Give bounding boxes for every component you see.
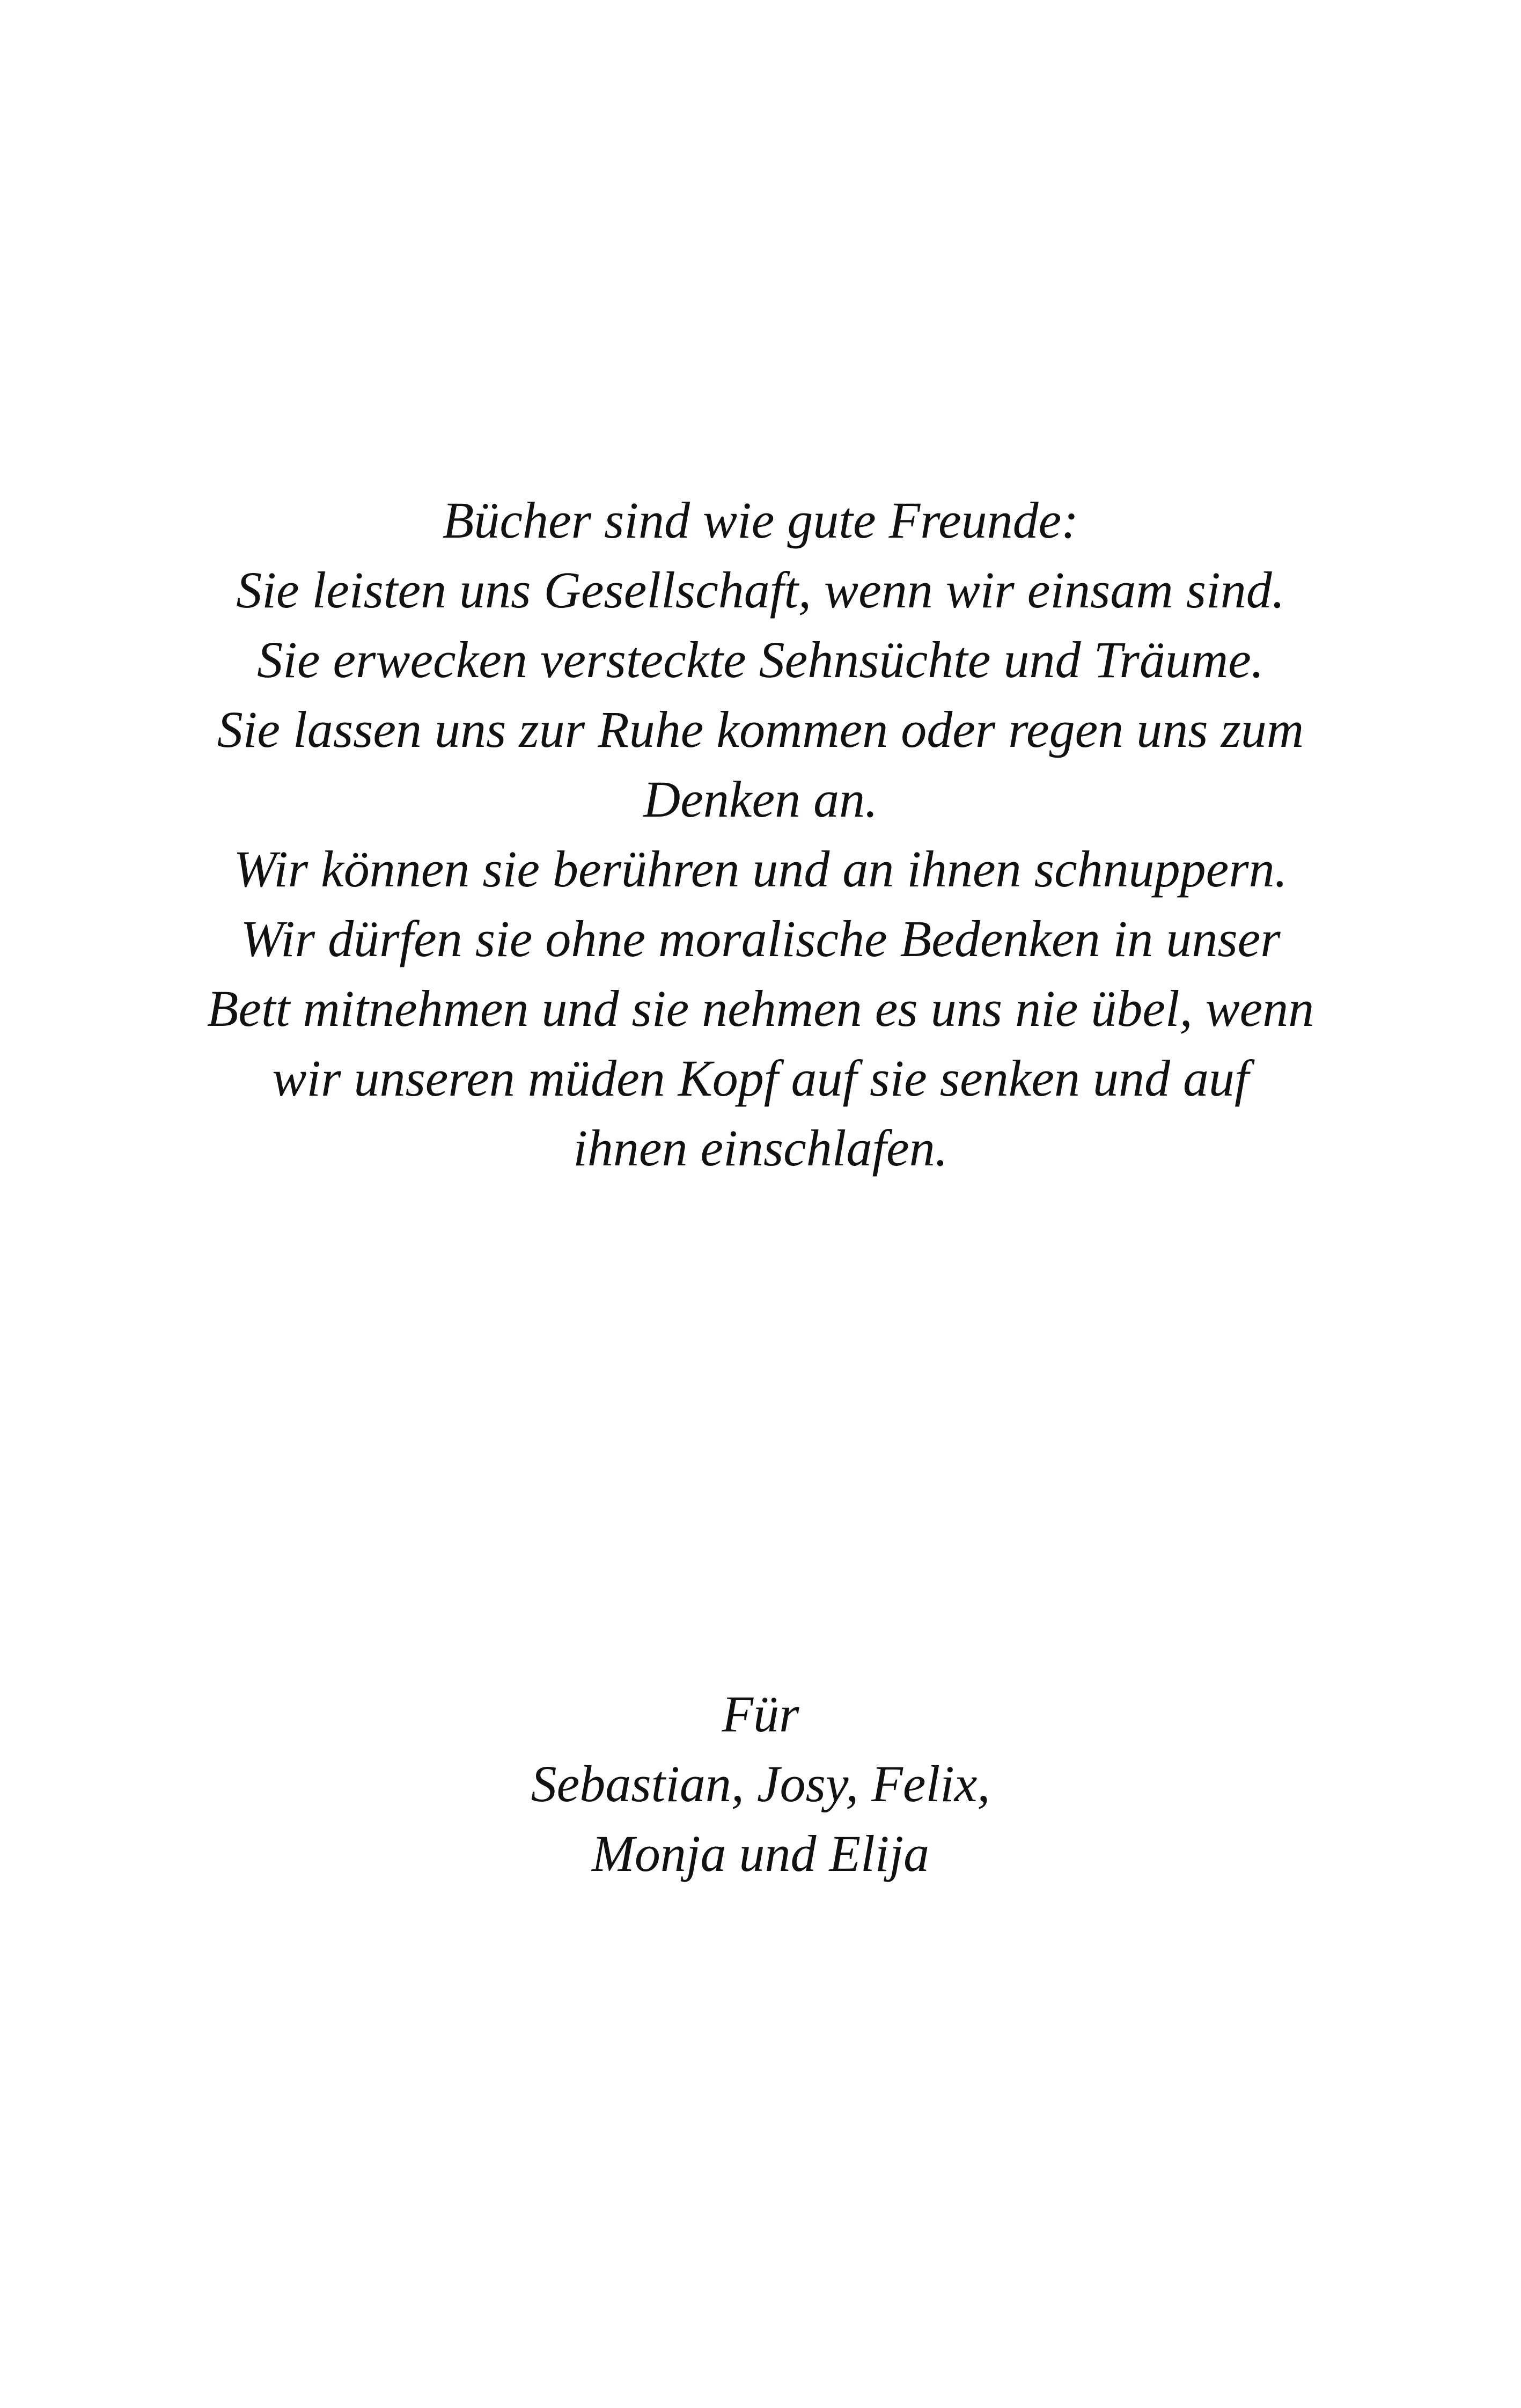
- epigraph-line: Sie erwecken versteckte Sehnsüchte und Träume.: [257, 631, 1264, 688]
- dedication-line: Sebastian, Josy, Felix,: [531, 1755, 990, 1812]
- dedication-line: Monja und Elija: [591, 1825, 930, 1882]
- epigraph-line: Sie leisten uns Gesellschaft, wenn wir einsam sind.: [236, 561, 1285, 619]
- epigraph-line: Bücher sind wie gute Freunde:: [442, 491, 1079, 549]
- epigraph-line: wir unseren müden Kopf auf sie senken und auf: [272, 1049, 1249, 1107]
- dedication: [0, 1679, 1521, 1889]
- dedication-line: Für: [722, 1685, 799, 1743]
- epigraph-line: Wir dürfen sie ohne moralische Bedenken in unser: [240, 910, 1281, 967]
- epigraph-line: Denken an.: [643, 770, 878, 828]
- epigraph: [0, 486, 1521, 1183]
- epigraph-line: ihnen einschlafen.: [573, 1119, 948, 1177]
- epigraph-line: Sie lassen uns zur Ruhe kommen oder regen uns zum: [217, 701, 1304, 758]
- epigraph-line: Bett mitnehmen und sie nehmen es uns nie übel, wenn: [207, 980, 1314, 1037]
- epigraph-line: Wir können sie berühren und an ihnen schnuppern.: [233, 840, 1288, 898]
